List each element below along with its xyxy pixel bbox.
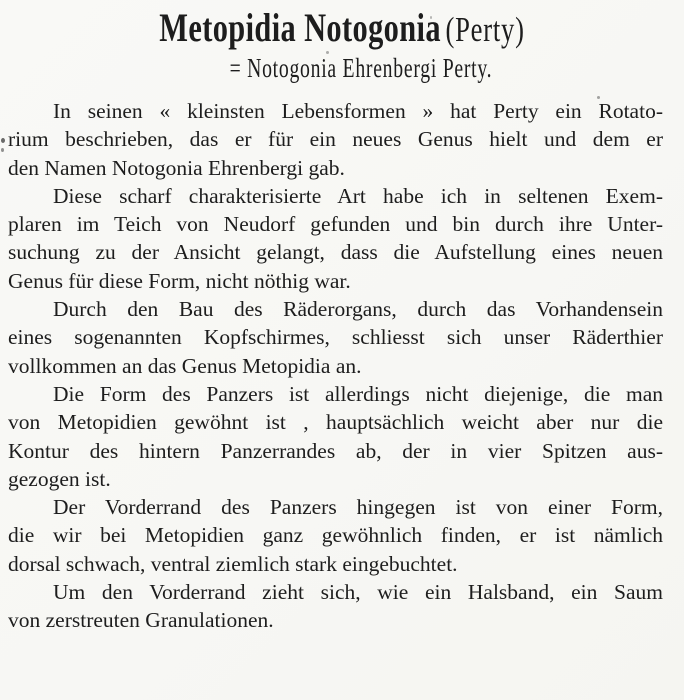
scan-speck [326, 51, 329, 54]
scan-speck [430, 16, 432, 19]
text-line: Der Vorderrand des Panzers hingegen ist von einer Form, [53, 495, 663, 520]
text-line: In seinen « kleinsten Lebensformen » hat Perty ein Rotato- [53, 99, 663, 123]
text-line: Genus für diese Form, nicht nöthig war. [8, 268, 351, 293]
text-line: Um den Vorderrand zieht sich, wie ein Halsband, ein Saum [53, 580, 663, 605]
text-line: plaren im Teich von Neudorf gefunden und bin durch ihre Unter- [8, 212, 663, 237]
text-line: dorsal schwach, ventral ziemlich stark eingebuchtet. [8, 551, 458, 576]
text-line: von zerstreuten Granulationen. [8, 608, 274, 633]
body-text [8, 97, 663, 635]
scan-speck [1, 148, 4, 152]
text-line: rium beschrieben, das er für ein neues Genus hielt und dem er [8, 127, 663, 152]
text-line: Kontur des hintern Panzerrandes ab, der in vier Spitzen aus- [8, 438, 663, 463]
species-title: Metopidia Notogonia [159, 5, 441, 50]
scan-speck [597, 96, 600, 99]
text-line: den Namen Notogonia Ehrenbergi gab. [8, 155, 345, 180]
author-annotation: (Perty) [445, 10, 525, 49]
text-line: von Metopidien gewöhnt ist , hauptsächlich weicht aber nur die [8, 410, 663, 435]
text-line: Diese scharf charakterisierte Art habe ich in seltenen Exem- [53, 183, 663, 208]
text-line: eines sogenannten Kopfschirmes, schliesst sich unser Räderthier [8, 325, 663, 350]
text-line: vollkommen an das Genus Metopidia an. [8, 353, 362, 378]
text-line: Die Form des Panzers ist allerdings nicht diejenige, die man [53, 381, 663, 406]
page-title [82, 5, 602, 53]
text-line: Durch den Bau des Räderorgans, durch das Vorhandensein [53, 297, 663, 322]
synonym-line: = Notogonia Ehrenbergi Perty. [229, 53, 493, 83]
text-line: gezogen ist. [8, 466, 111, 491]
scan-speck [1, 138, 5, 143]
text-line: die wir bei Metopidien ganz gewöhnlich finden, er ist nämlich [8, 523, 663, 548]
text-line: suchung zu der Ansicht gelangt, dass die Aufstellung eines neuen [8, 240, 663, 265]
